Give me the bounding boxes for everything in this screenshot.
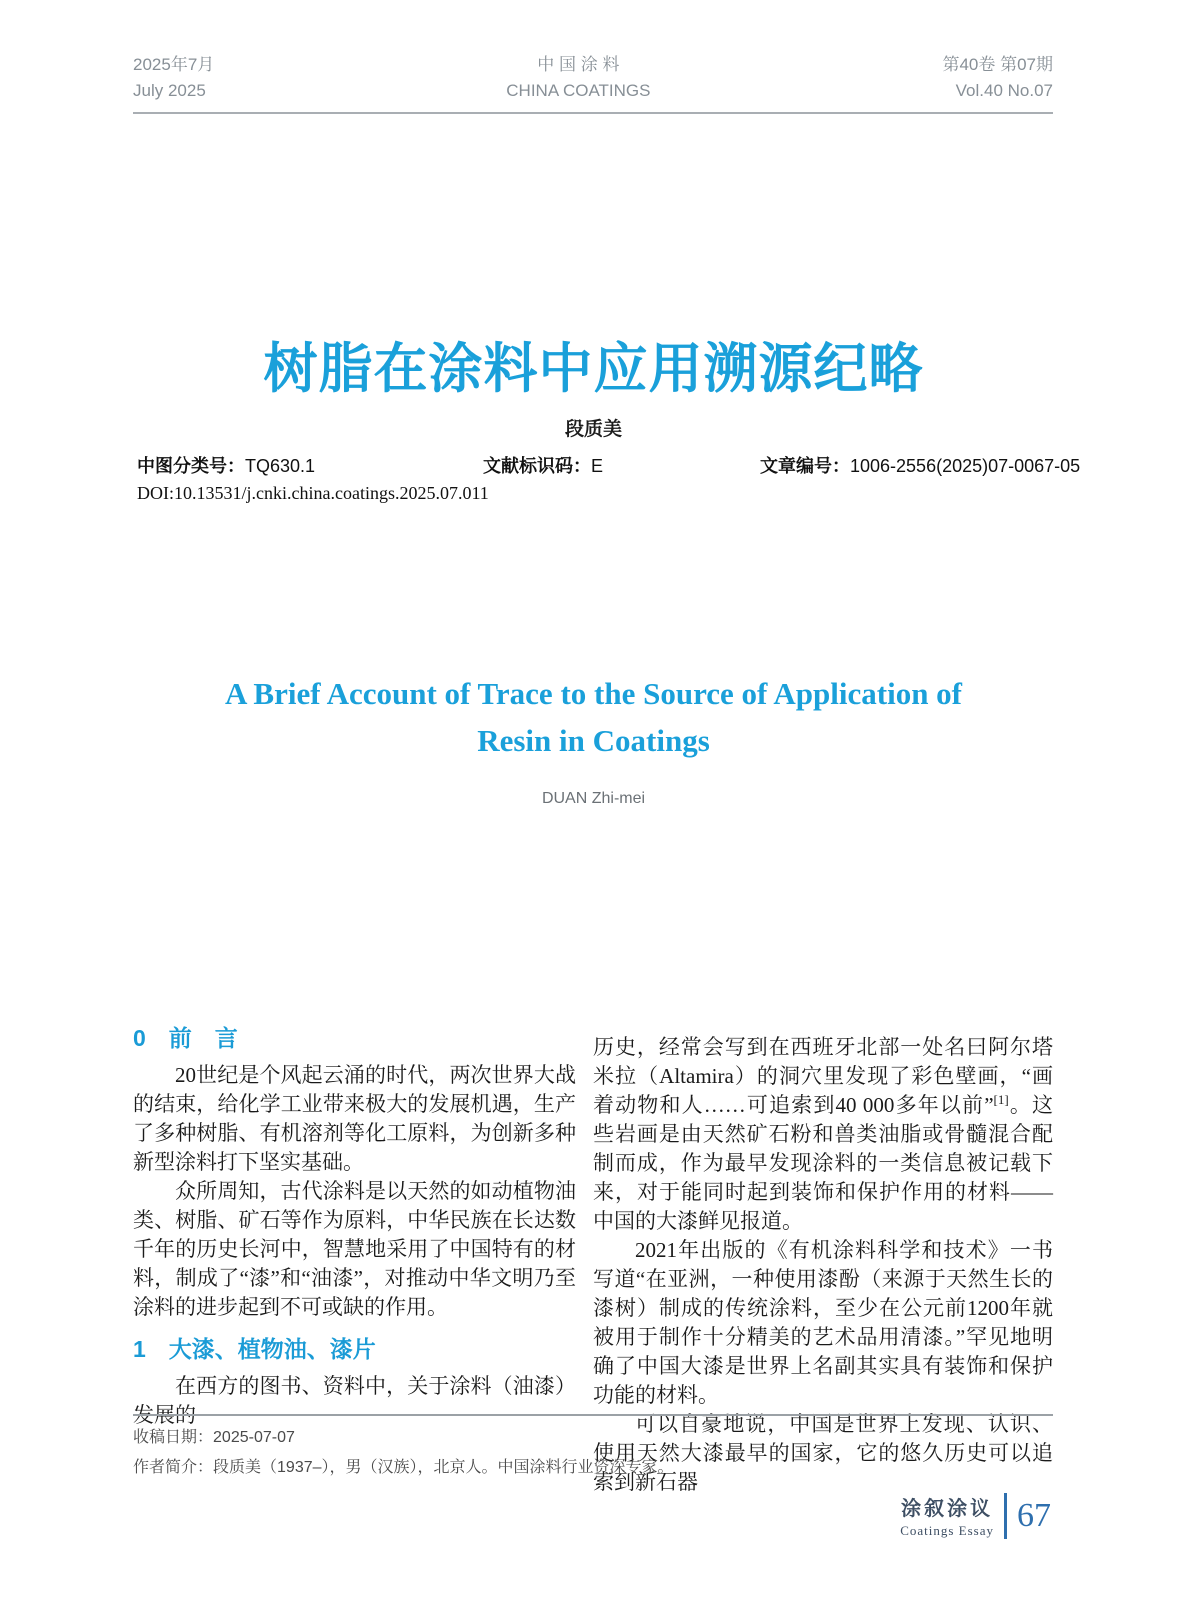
- journal-date-cn: 2025年7月: [133, 55, 215, 74]
- header-date-block: [133, 52, 214, 104]
- section-0-paragraph-2: 众所周知，古代涂料是以天然的如动植物油类、树脂、矿石等作为原料，中华民族在长达数千年的历史长河中，智慧地采用了中国特有的材料，制成了“漆”和“油漆”，对推动中华文明乃至涂料的进步起到不可或缺的作用。: [133, 1179, 576, 1319]
- journal-header: [133, 52, 1053, 114]
- document-code-value: E: [591, 456, 604, 476]
- document-code: [483, 452, 603, 478]
- section-1-paragraph-2: 2021年出版的《有机涂料科学和技术》一书写道“在亚洲，一种使用漆酚（来源于天然生长的漆树）制成的传统涂料，至少在公元前1200年就被用于制作十分精美的艺术品用清漆。”罕见地明确了中国大漆是世界上名副其实具有装饰和保护功能的材料。: [593, 1238, 1053, 1407]
- article-id-value: 1006-2556(2025)07-0067-05: [850, 456, 1081, 476]
- article-title-en-line2: Resin in Coatings: [477, 723, 710, 758]
- section-0-heading: 0 前 言: [133, 1025, 238, 1051]
- paragraph-text: 。这些岩画是由天然矿石粉和兽类油脂或骨髓混合配制而成，作为最早发现涂料的一类信息被记载下来，对于能同时起到装饰和保护作用的材料——中国的大漆鲜见报道。: [593, 1093, 1053, 1233]
- footnote-block: [133, 1414, 1053, 1483]
- paragraph-text: 历史，经常会写到在西班牙北部一处名曰阿尔塔米拉（Altamira）的洞穴里发现了彩色壁画，“画着动物和人……可追索到40 000多年以前”: [593, 1035, 1053, 1117]
- section-1-paragraph-3: 可以自豪地说，中国是世界上发现、认识、使用天然大漆最早的国家，它的悠久历史可以追索到新石器: [593, 1412, 1053, 1494]
- article-title-cn: 树脂在涂料中应用溯源纪略: [263, 339, 924, 399]
- received-date-value: 2025-07-07: [213, 1429, 295, 1446]
- journal-issue-cn: 第40卷 第07期: [942, 55, 1053, 74]
- journal-issue-en: Vol.40 No.07: [955, 81, 1053, 100]
- article-id: [760, 452, 1080, 478]
- received-date-label: 收稿日期：: [133, 1429, 214, 1446]
- section-1-paragraph-1-continued: [593, 1033, 1053, 1236]
- article-author-en: DUAN Zhi-mei: [541, 790, 646, 807]
- column-name-block: [900, 1492, 994, 1539]
- author-bio-value: 段质美（1937–），男（汉族），北京人。中国涂料行业资深专家。: [213, 1459, 674, 1476]
- document-code-label: 文献标识码：: [483, 456, 591, 476]
- author-bio-line: [133, 1453, 1053, 1483]
- footer-divider-bar: [1004, 1493, 1007, 1539]
- header-issue-block: [942, 52, 1053, 104]
- page-footer: [900, 1492, 1051, 1539]
- header-journal-name-block: [506, 52, 650, 104]
- column-name-cn: 涂叙涂议: [901, 1498, 994, 1520]
- clc-value: TQ630.1: [245, 456, 316, 476]
- clc-number: [137, 452, 315, 478]
- doi: DOI:10.13531/j.cnki.china.coatings.2025.07.011: [137, 483, 489, 503]
- author-bio-label: 作者简介：: [133, 1459, 214, 1476]
- section-0-paragraph-1: 20世纪是个风起云涌的时代，两次世界大战的结束，给化学工业带来极大的发展机遇，生产了多种树脂、有机溶剂等化工原料，为创新多种新型涂料打下坚实基础。: [133, 1063, 576, 1174]
- section-1-paragraph-1: 在西方的图书、资料中，关于涂料（油漆）发展的: [133, 1374, 576, 1427]
- article-title-en-line1: A Brief Account of Trace to the Source of Application of: [224, 676, 963, 711]
- reference-superscript-1: [1]: [993, 1092, 1009, 1107]
- column-name-en: Coatings Essay: [900, 1523, 994, 1538]
- journal-name-en: CHINA COATINGS: [506, 81, 651, 100]
- page-number: 67: [1017, 1496, 1051, 1534]
- clc-label: 中图分类号：: [137, 456, 245, 476]
- received-date-line: [133, 1423, 1053, 1453]
- body-column-left: [133, 1022, 576, 1430]
- article-meta-row: [0, 452, 1187, 478]
- journal-name-cn: 中 国 涂 料: [537, 55, 620, 74]
- article-author-cn: 段质美: [564, 419, 622, 440]
- journal-date-en: July 2025: [133, 81, 206, 100]
- article-title-en: [0, 670, 1187, 764]
- section-1-heading: 1 大漆、植物油、漆片: [133, 1336, 376, 1362]
- article-id-label: 文章编号：: [760, 456, 850, 476]
